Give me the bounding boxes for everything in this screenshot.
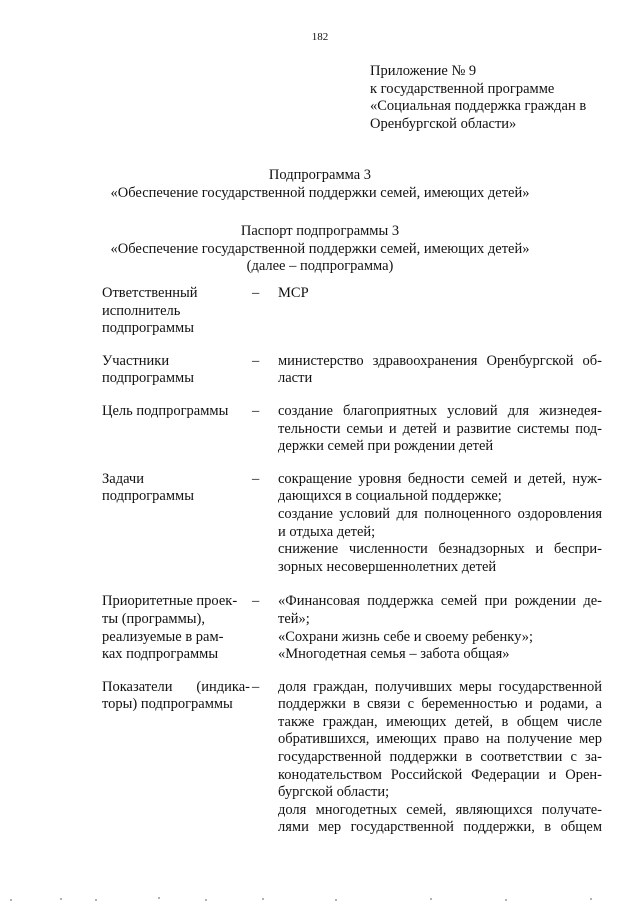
scan-speck bbox=[10, 899, 12, 901]
appendix-line: Оренбургской области» bbox=[370, 115, 517, 132]
scan-speck bbox=[505, 899, 507, 901]
row-label bbox=[102, 403, 250, 421]
label-line: Приоритетные проек- bbox=[102, 593, 238, 610]
scan-speck bbox=[60, 898, 62, 900]
scan-speck bbox=[158, 897, 160, 899]
value-line: сокращение уровня бедности семей и детей, нуж- bbox=[278, 470, 602, 487]
label-line: Ответственный bbox=[102, 285, 198, 301]
value-line: обратившихся, имеющих право на получение мер bbox=[278, 731, 602, 748]
row-dash: – bbox=[252, 352, 260, 369]
value-line: бургской области; bbox=[278, 784, 390, 801]
row-value bbox=[278, 471, 602, 577]
row-label bbox=[102, 471, 250, 506]
value-line: поддержки в связи с беременностью и родами, а bbox=[278, 696, 602, 713]
label-line: торы) подпрограммы bbox=[102, 696, 233, 713]
label-line: ках подпрограммы bbox=[102, 646, 219, 663]
subprogram-title: Подпрограмма 3 bbox=[268, 167, 372, 183]
row-dash: – bbox=[252, 678, 260, 695]
passport-row-indicators bbox=[102, 679, 602, 837]
value-line: создание благоприятных условий для жизнедея- bbox=[278, 402, 602, 419]
row-label bbox=[102, 353, 250, 388]
scan-speck bbox=[95, 899, 97, 901]
label-line: подпрограммы bbox=[102, 320, 194, 337]
passport-row-priority-projects bbox=[102, 593, 602, 663]
value-line: создание условий для полноценного оздоровления bbox=[278, 505, 602, 522]
appendix-line: к государственной программе bbox=[370, 80, 555, 97]
scan-speck bbox=[262, 898, 264, 900]
value-line: «Финансовая поддержка семей при рождении де- bbox=[278, 593, 602, 610]
row-label bbox=[102, 593, 250, 663]
passport-row-responsible bbox=[102, 285, 602, 338]
value-line: зорных несовершеннолетних детей bbox=[278, 558, 497, 575]
label-line: реализуемые в рам- bbox=[102, 628, 224, 645]
value-line: снижение численности безнадзорных и беспри- bbox=[278, 541, 602, 558]
value-line: доля многодетных семей, являющихся получате- bbox=[278, 801, 602, 818]
passport-row-participants bbox=[102, 353, 602, 388]
value-line: ласти bbox=[278, 370, 313, 387]
row-value bbox=[278, 593, 602, 663]
value-line: и отдыха детей; bbox=[278, 523, 376, 540]
value-line: держки семей при рождении детей bbox=[278, 438, 494, 455]
passport-subtitle: «Обеспечение государственной поддержки семей, имеющих детей» bbox=[110, 240, 530, 257]
passport-heading bbox=[0, 223, 640, 276]
scan-speck bbox=[430, 898, 432, 900]
label-line: исполнитель bbox=[102, 302, 181, 319]
row-value bbox=[278, 679, 602, 837]
value-line: тельности семьи и детей и развитие системы под- bbox=[278, 420, 602, 437]
label-line: Задачи bbox=[102, 470, 144, 487]
page-number: 182 bbox=[311, 31, 329, 43]
value-line: лями мер государственной поддержки, в общем bbox=[278, 819, 602, 836]
value-line: тей»; bbox=[278, 610, 310, 627]
appendix-line: «Социальная поддержка граждан в bbox=[370, 98, 587, 114]
label-line: подпрограммы bbox=[102, 488, 194, 505]
value-line: государственной поддержки в соответствии с за- bbox=[278, 749, 602, 766]
value-line: «Сохрани жизнь себе и своему ребенку»; bbox=[278, 628, 533, 645]
appendix-line: Приложение № 9 bbox=[370, 63, 477, 79]
appendix-note bbox=[370, 63, 620, 133]
row-value bbox=[278, 353, 602, 388]
row-dash: – bbox=[252, 402, 260, 419]
label-line: Показатели (индика- bbox=[102, 678, 250, 695]
subprogram-subtitle: «Обеспечение государственной поддержки семей, имеющих детей» bbox=[110, 184, 530, 201]
value-line: также граждан, имеющих детей, в общем числе bbox=[278, 713, 602, 730]
passport-table bbox=[102, 285, 602, 852]
scan-speck bbox=[335, 899, 337, 901]
scan-artifacts bbox=[0, 893, 640, 905]
value-line: конодательством Российской Федерации и Орен- bbox=[278, 766, 602, 783]
value-line: МСР bbox=[278, 285, 309, 301]
scan-speck bbox=[590, 898, 592, 900]
row-dash: – bbox=[252, 593, 260, 610]
row-label bbox=[102, 679, 250, 714]
row-value bbox=[278, 403, 602, 456]
value-line: министерство здравоохранения Оренбургской об- bbox=[278, 352, 602, 369]
label-line: ты (программы), bbox=[102, 610, 205, 627]
value-line: доля граждан, получивших меры государственной bbox=[278, 678, 602, 695]
value-line: «Многодетная семья – забота общая» bbox=[278, 646, 510, 663]
row-label bbox=[102, 285, 250, 338]
subprogram-heading bbox=[0, 167, 640, 202]
row-dash: – bbox=[252, 470, 260, 487]
passport-row-tasks bbox=[102, 471, 602, 577]
row-dash: – bbox=[252, 285, 260, 301]
passport-note: (далее – подпрограмма) bbox=[246, 258, 394, 274]
label-line: Цель подпрограммы bbox=[102, 402, 229, 419]
row-value bbox=[278, 285, 602, 303]
value-line: дающихся в социальной поддержке; bbox=[278, 488, 502, 505]
passport-row-goal bbox=[102, 403, 602, 456]
label-line: Участники bbox=[102, 352, 170, 369]
label-line: подпрограммы bbox=[102, 370, 194, 387]
scan-speck bbox=[205, 899, 207, 901]
passport-title: Паспорт подпрограммы 3 bbox=[240, 223, 400, 239]
